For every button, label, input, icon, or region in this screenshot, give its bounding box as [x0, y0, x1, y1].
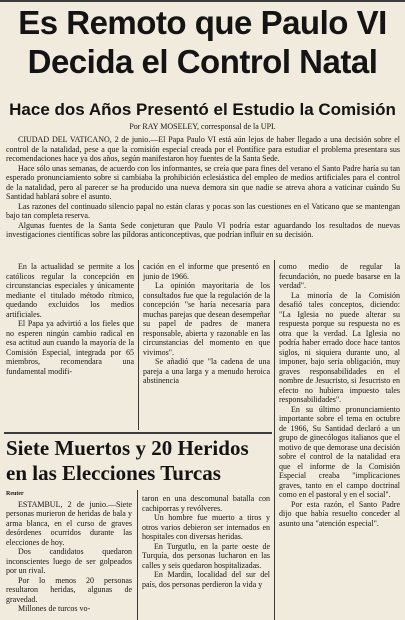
column-divider	[137, 490, 138, 620]
lead-text	[6, 135, 400, 240]
article-2-column-2	[142, 494, 270, 589]
column-divider	[274, 260, 275, 620]
second-headline-line-2: en las Elecciones Turcas	[6, 461, 221, 485]
byline: Por RAY MOSELEY, corresponsal de la UPI.	[129, 122, 276, 131]
second-headline-line-1: Siete Muertos y 20 Heridos	[6, 436, 249, 460]
column-paragraph: Se añadió que "la cadena de una pareja a una larga y a menudo heroica abstinencia	[143, 357, 270, 385]
column-divider	[138, 260, 139, 430]
subheadline: Hace dos Años Presentó el Estudio la Comisión	[9, 100, 396, 119]
agency-credit: Reuter	[6, 491, 24, 497]
article-column-3	[279, 262, 400, 528]
column-paragraph: En Mardin, localidad del sur del país, dos personas perdieron la vida y	[142, 570, 270, 589]
column-paragraph: En su último pronunciamiento importante sobre el tema en octubre de 1966, Su Santidad declaró a un grupo de ginecólogos italianos que el motivo de que demorase una decisión sobre el control de la natalidad era que el informe de la Comisión Especial creaba "implicaciones graves, tanto en el campo doctrinal como en el pastoral y en el social".	[279, 404, 400, 499]
article-column-1	[6, 262, 134, 376]
article-2-column-1	[6, 490, 132, 614]
column-paragraph: El Papa ya advirtió a los fieles que no esperen ningún cambio radical en esa actitud aun cuando la mayoría de la Comisión Especial, integrada por 65 miembros, recomendara una fundamental modifi-	[6, 319, 134, 376]
column-paragraph: como medio de regular la fecundación, no puede basarse en la verdad".	[279, 262, 400, 290]
column-paragraph: cación en el informe que presentó en junio de 1966.	[143, 262, 270, 281]
top-rule	[0, 0, 405, 2]
headline-line-1: Es Remoto que Paulo VI	[18, 4, 387, 41]
column-paragraph: ESTAMBUL, 2 de junio.—Siete personas murieron de heridas de bala y arma blanca, en el curso de graves desórdenes ocurridos durante las elecciones de hoy.	[6, 499, 132, 547]
article-column-2	[143, 262, 270, 386]
column-paragraph: En Turgutlu, en la parte oeste de Turquía, dos personas lucharon en las calles y seis quedaron hospitalizadas.	[142, 541, 270, 570]
column-paragraph: Dos candidatos quedaron inconscientes luego de ser golpeados por un rival.	[6, 547, 132, 575]
lead-paragraph: Las razones del continuado silencio papal no están claras y pocas son las cuestiones en el Vaticano que se mantengan bajo tan completa reserva.	[6, 201, 400, 220]
column-paragraph: La minoría de la Comisión desafió tales conceptos, diciendo: "La Iglesia no puede alterar su respuesta porque su respuesta no es otra que la verdad. La Iglesia no podría haber errado doce hace tantos siglos, ni siquiera durante uno, al imponer, bajo seria obligación, muy graves responsabilidades en el nombre de Jesucristo, si Jesucristo en efecto no hubiera impuesto tales responsabilidades".	[279, 290, 400, 404]
column-paragraph: La opinión mayoritaria de los consultados fue que la regulación de la concepción "se haría necesaria para muchas parejas que desean desempeñar su papel de padres de manera responsable, abierta y razonable en las circunstancias del momento en que vivimos".	[143, 281, 270, 357]
column-paragraph: Un hombre fue muerto a tiros y otros varios debieron ser internados en hospitales con diversas heridas.	[142, 513, 270, 541]
section-rule	[4, 432, 272, 434]
lead-paragraph: Algunas fuentes de la Santa Sede conjeturan que Paulo VI podría estar aguardando los resultados de nuevas investigaciones científicas sobre las píldoras anticonceptivas, que podrían influir en su decisión.	[6, 220, 400, 239]
lead-paragraph: CIUDAD DEL VATICANO, 2 de junio.—El Papa Paulo VI está aún lejos de haber llegado a una decisión sobre el control de la natalidad, pese a que la comisión especial creada por el Pontífice para estudiar el problema presentara sus recomendaciones hace ya dos años, según manifestaron hoy fuentes de la Santa Sede.	[6, 135, 400, 163]
lead-paragraph: Hace sólo unas semanas, de acuerdo con los informantes, se creía que para fines del verano el Santo Padre haría su tan esperado pronunciamiento sobre si cambiaba la prohibición eclesiástica del empleo de medios artificiales para el control de la natalidad, pero al parecer se ha producido una nueva demora sin que nadie se atreva ahora a vaticinar cuándo Su Santidad hablará sobre el asunto.	[6, 163, 400, 201]
headline-line-2: Decida el Control Natal	[27, 43, 378, 80]
column-paragraph: Por lo menos 20 personas resultaron heridas, algunas de gravedad.	[6, 575, 132, 604]
column-paragraph: Por esta razón, el Santo Padre dijo que había resuelto conceder al asunto una "atención especial".	[279, 499, 400, 528]
column-paragraph: taron en una descomunal batalla con cachiporras y revólveres.	[142, 494, 270, 513]
column-paragraph: En la actualidad se permite a los católicos regular la concepción en circunstancias especiales y únicamente mediante el titulado método rítmico, quedando excluidos los medios artificiales.	[6, 262, 134, 319]
column-paragraph: Millones de turcos vo-	[18, 604, 91, 613]
